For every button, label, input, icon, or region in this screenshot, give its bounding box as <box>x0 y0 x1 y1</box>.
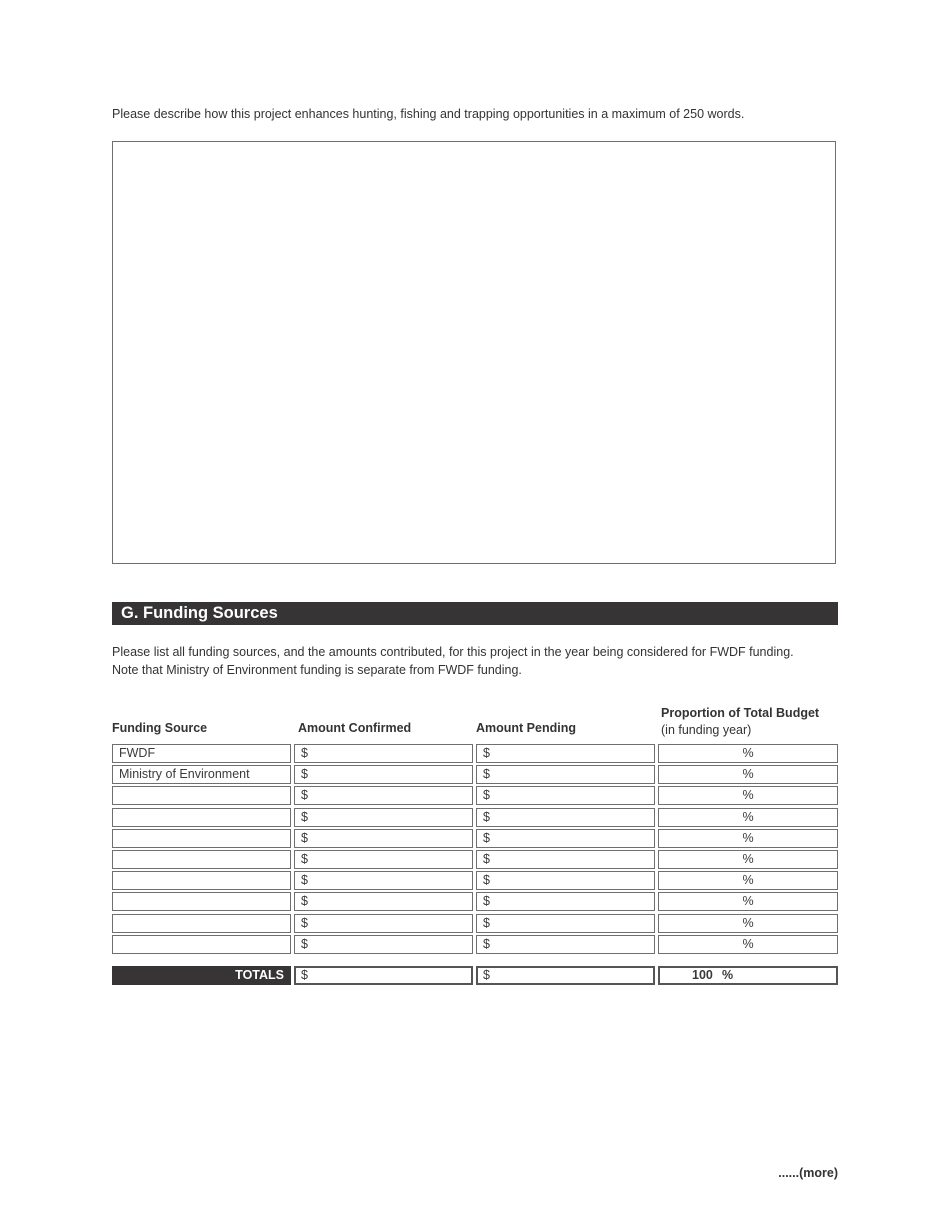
currency-symbol: $ <box>483 831 490 845</box>
funding-source-field[interactable] <box>112 829 291 848</box>
currency-symbol: $ <box>301 810 308 824</box>
totals-label: TOTALS <box>112 966 291 985</box>
amount-pending-field[interactable] <box>476 850 655 869</box>
project-description-textarea[interactable] <box>112 141 836 564</box>
totals-row <box>112 966 838 985</box>
currency-symbol: $ <box>301 937 308 951</box>
currency-symbol: $ <box>301 852 308 866</box>
amount-pending-field[interactable] <box>476 765 655 784</box>
currency-symbol: $ <box>301 916 308 930</box>
funding-source-field[interactable] <box>112 786 291 805</box>
proportion-field[interactable] <box>658 829 838 848</box>
proportion-field[interactable] <box>658 871 838 890</box>
percent-symbol: % <box>742 767 754 781</box>
funding-source-field[interactable]: FWDF <box>112 744 291 763</box>
currency-symbol: $ <box>483 916 490 930</box>
total-proportion-field[interactable] <box>658 966 838 985</box>
amount-confirmed-field[interactable] <box>294 786 473 805</box>
table-row <box>112 914 838 933</box>
proportion-field[interactable] <box>658 744 838 763</box>
funding-source-field[interactable] <box>112 914 291 933</box>
percent-symbol: % <box>742 746 754 760</box>
currency-symbol: $ <box>483 873 490 887</box>
funding-source-field[interactable] <box>112 808 291 827</box>
percent-symbol: % <box>742 894 754 908</box>
table-row <box>112 871 838 890</box>
currency-symbol: $ <box>483 968 490 982</box>
table-row <box>112 808 838 827</box>
currency-symbol: $ <box>483 810 490 824</box>
amount-confirmed-field[interactable] <box>294 935 473 954</box>
table-row <box>112 744 838 763</box>
header-funding-source: Funding Source <box>112 721 208 735</box>
funding-source-field[interactable] <box>112 871 291 890</box>
currency-symbol: $ <box>483 767 490 781</box>
funding-source-field[interactable]: Ministry of Environment <box>112 765 291 784</box>
total-confirmed-field[interactable] <box>294 966 473 985</box>
amount-confirmed-field[interactable] <box>294 765 473 784</box>
table-row <box>112 765 838 784</box>
currency-symbol: $ <box>483 788 490 802</box>
amount-confirmed-field[interactable] <box>294 808 473 827</box>
project-description-prompt: Please describe how this project enhances hunting, fishing and trapping opportunities in a maximum of 250 words. <box>112 107 745 121</box>
currency-symbol: $ <box>483 746 490 760</box>
amount-confirmed-field[interactable] <box>294 850 473 869</box>
currency-symbol: $ <box>483 894 490 908</box>
header-proportion-sub: (in funding year) <box>661 723 752 737</box>
currency-symbol: $ <box>301 873 308 887</box>
funding-source-field[interactable] <box>112 892 291 911</box>
amount-pending-field[interactable] <box>476 871 655 890</box>
amount-confirmed-field[interactable] <box>294 892 473 911</box>
proportion-field[interactable] <box>658 892 838 911</box>
amount-confirmed-field[interactable] <box>294 829 473 848</box>
currency-symbol: $ <box>301 746 308 760</box>
amount-confirmed-field[interactable] <box>294 871 473 890</box>
amount-confirmed-field[interactable] <box>294 744 473 763</box>
table-row <box>112 935 838 954</box>
amount-pending-field[interactable] <box>476 808 655 827</box>
percent-symbol: % <box>722 968 734 982</box>
funding-intro-text <box>112 644 794 679</box>
percent-symbol: % <box>742 937 754 951</box>
funding-intro-line-2: Note that Ministry of Environment funding is separate from FWDF funding. <box>112 662 522 677</box>
currency-symbol: $ <box>483 937 490 951</box>
proportion-field[interactable] <box>658 765 838 784</box>
amount-pending-field[interactable] <box>476 935 655 954</box>
amount-pending-field[interactable] <box>476 914 655 933</box>
currency-symbol: $ <box>483 852 490 866</box>
more-indicator: ......(more) <box>778 1166 838 1180</box>
percent-symbol: % <box>742 788 754 802</box>
percent-symbol: % <box>742 916 754 930</box>
table-row <box>112 850 838 869</box>
percent-symbol: % <box>742 831 754 845</box>
amount-confirmed-field[interactable] <box>294 914 473 933</box>
funding-source-field[interactable] <box>112 850 291 869</box>
amount-pending-field[interactable] <box>476 892 655 911</box>
table-row <box>112 892 838 911</box>
proportion-field[interactable] <box>658 935 838 954</box>
proportion-field[interactable] <box>658 914 838 933</box>
table-row <box>112 786 838 805</box>
amount-pending-field[interactable] <box>476 829 655 848</box>
header-amount-confirmed: Amount Confirmed <box>298 721 412 735</box>
total-proportion-value: 100 <box>692 968 713 982</box>
total-pending-field[interactable] <box>476 966 655 985</box>
proportion-field[interactable] <box>658 786 838 805</box>
currency-symbol: $ <box>301 831 308 845</box>
amount-pending-field[interactable] <box>476 744 655 763</box>
percent-symbol: % <box>742 852 754 866</box>
proportion-field[interactable] <box>658 808 838 827</box>
section-header-funding-sources: G. Funding Sources <box>112 602 838 625</box>
header-amount-pending: Amount Pending <box>476 721 576 735</box>
percent-symbol: % <box>742 873 754 887</box>
percent-symbol: % <box>742 810 754 824</box>
header-proportion: Proportion of Total Budget (in funding year) <box>661 706 820 737</box>
amount-pending-field[interactable] <box>476 786 655 805</box>
currency-symbol: $ <box>301 767 308 781</box>
funding-intro-line-1: Please list all funding sources, and the amounts contributed, for this project in the year being considered for FWDF funding. <box>112 645 794 659</box>
currency-symbol: $ <box>301 788 308 802</box>
funding-source-field[interactable] <box>112 935 291 954</box>
currency-symbol: $ <box>301 894 308 908</box>
currency-symbol: $ <box>301 968 308 982</box>
table-row <box>112 829 838 848</box>
proportion-field[interactable] <box>658 850 838 869</box>
